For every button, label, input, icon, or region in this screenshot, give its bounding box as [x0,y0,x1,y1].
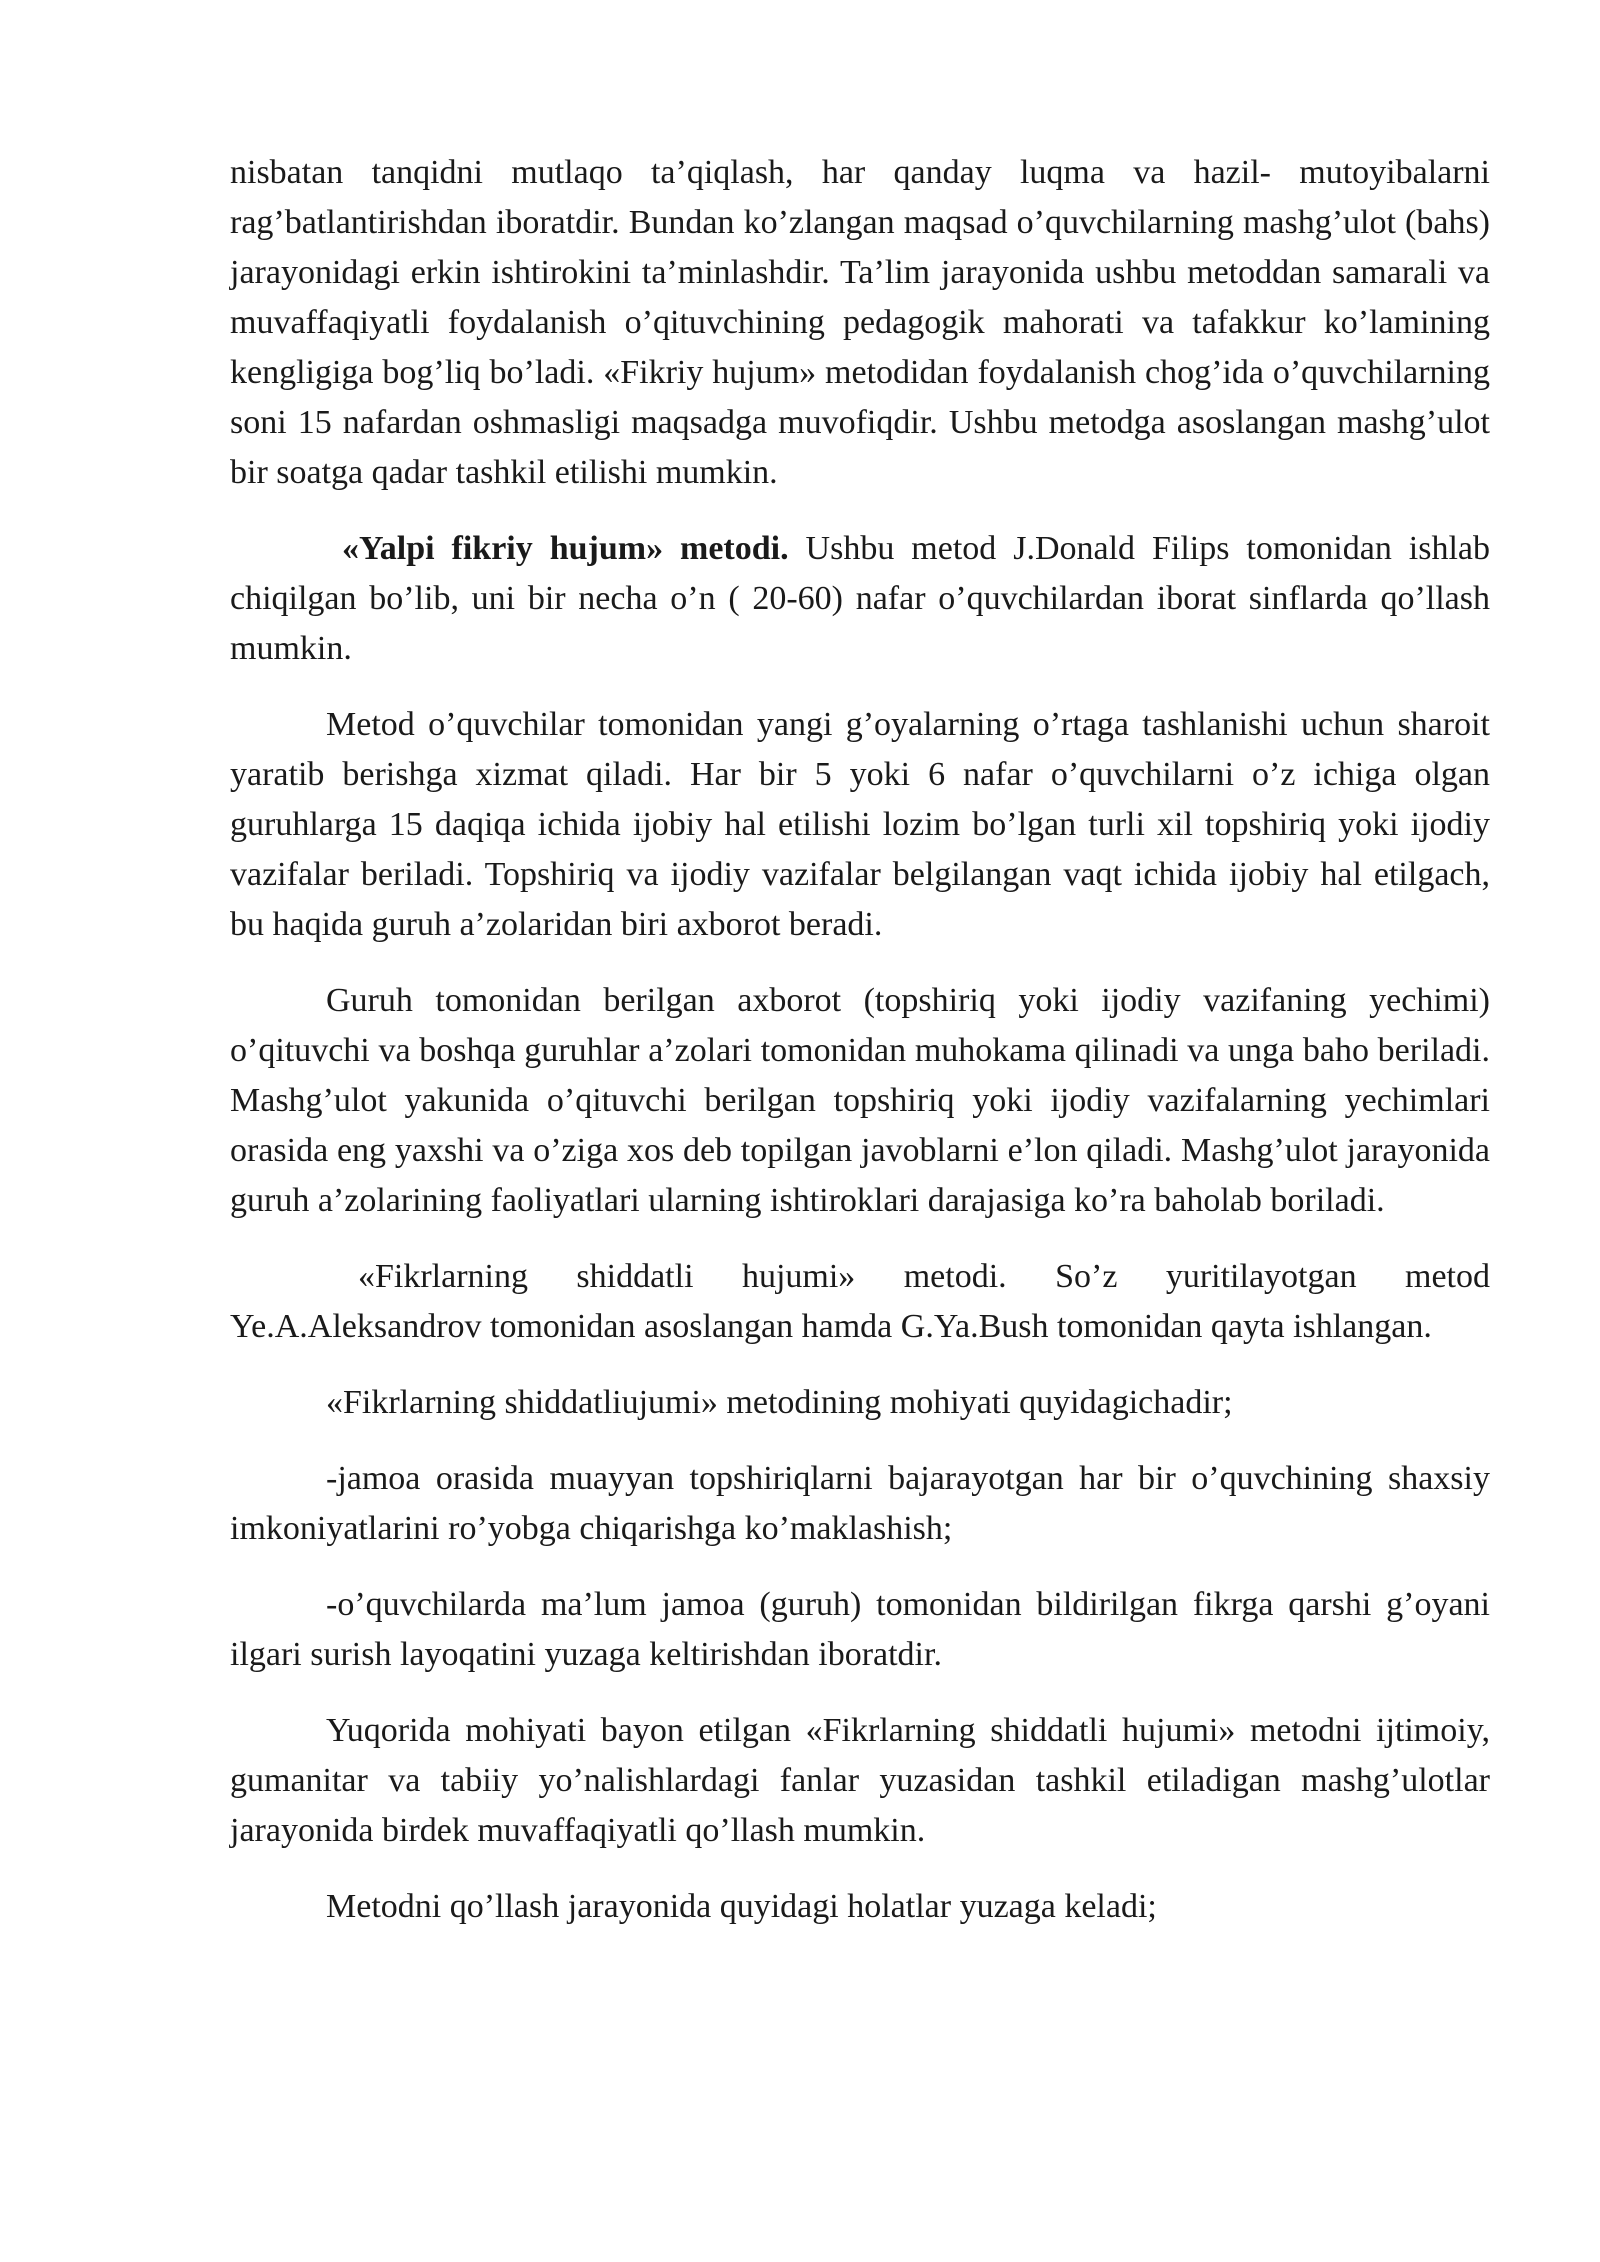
paragraph-2-heading: «Yalpi fikriy hujum» metodi. [342,530,789,567]
paragraph-9-text: Yuqorida mohiyati bayon etilgan «Fikrlarning shiddatli hujumi» metodni ijtimoiy, gumanitar va tabiiy yo’nalishlardagi fanlar yuzasidan tashkil etiladigan mashg’ulotlar jarayonida birdek muvaffaqiyatli qo’llash mumkin. [230,1712,1490,1849]
paragraph-7 [230,1454,1490,1554]
paragraph-6-text: «Fikrlarning shiddatliujumi» metodining mohiyati quyidagichadir; [326,1384,1233,1421]
paragraph-1-text: nisbatan tanqidni mutlaqo ta’qiqlash, har qanday luqma va hazil- mutoyibalarni rag’batlantirishdan iboratdir. Bundan ko’zlangan maqsad o’quvchilarning mashg’ulot (bahs) jarayonidagi erkin ishtirokini ta’minlashdir. Ta’lim jarayonida ushbu metoddan samarali va muvaffaqiyatli foydalanish o’qituvchining pedagogik mahorati va tafakkur ko’lamining kengligiga bog’liq bo’ladi. «Fikriy hujum» metodidan foydalanish chog’ida o’quvchilarning soni 15 nafardan oshmasligi maqsadga muvofiqdir. Ushbu metodga asoslangan mashg’ulot bir soatga qadar tashkil etilishi mumkin. [230,154,1490,491]
paragraph-4 [230,976,1490,1226]
paragraph-10-text: Metodni qo’llash jarayonida quyidagi holatlar yuzaga keladi; [326,1888,1157,1925]
document-page [230,148,1490,1958]
paragraph-7-text: -jamoa orasida muayyan topshiriqlarni bajarayotgan har bir o’quvchining shaxsiy imkoniyatlarini ro’yobga chiqarishga ko’maklashish; [230,1460,1490,1547]
paragraph-4-text: Guruh tomonidan berilgan axborot (topshiriq yoki ijodiy vazifaning yechimi) o’qituvchi va boshqa guruhlar a’zolari tomonidan muhokama qilinadi va unga baho beriladi. Mashg’ulot yakunida o’qituvchi berilgan topshiriq yoki ijodiy vazifalarning yechimlari orasida eng yaxshi va o’ziga xos deb topilgan javoblarni e’lon qiladi. Mashg’ulot jarayonida guruh a’zolarining faoliyatlari ularning ishtiroklari darajasiga ko’ra baholab boriladi. [230,982,1490,1219]
paragraph-3-text: Metod o’quvchilar tomonidan yangi g’oyalarning o’rtaga tashlanishi uchun sharoit yaratib berishga xizmat qiladi. Har bir 5 yoki 6 nafar o’quvchilarni o’z ichiga olgan guruhlarga 15 daqiqa ichida ijobiy hal etilishi lozim bo’lgan turli xil topshiriq yoki ijodiy vazifalar beriladi. Topshiriq va ijodiy vazifalar belgilangan vaqt ichida ijobiy hal etilgach, bu haqida guruh a’zolaridan biri axborot beradi. [230,706,1490,943]
paragraph-10 [230,1882,1490,1932]
paragraph-5 [230,1252,1490,1352]
paragraph-3 [230,700,1490,950]
paragraph-8 [230,1580,1490,1680]
paragraph-2-text: Ushbu metod J.Donald Filips tomonidan ishlab chiqilgan bo’lib, uni bir necha o’n ( 20-60) nafar o’quvchilardan iborat sinflarda qo’llash mumkin. [230,530,1491,667]
paragraph-6 [230,1378,1490,1428]
paragraph-2 [230,524,1490,674]
paragraph-1 [230,148,1490,498]
paragraph-9 [230,1706,1490,1856]
paragraph-5-text: «Fikrlarning shiddatli hujumi» metodi. So’z yuritilayotgan metod Ye.A.Aleksandrov tomonidan asoslangan hamda G.Ya.Bush tomonidan qayta ishlangan. [230,1258,1490,1345]
paragraph-8-text: -o’quvchilarda ma’lum jamoa (guruh) tomonidan bildirilgan fikrga qarshi g’oyani ilgari surish layoqatini yuzaga keltirishdan iboratdir. [230,1586,1490,1673]
